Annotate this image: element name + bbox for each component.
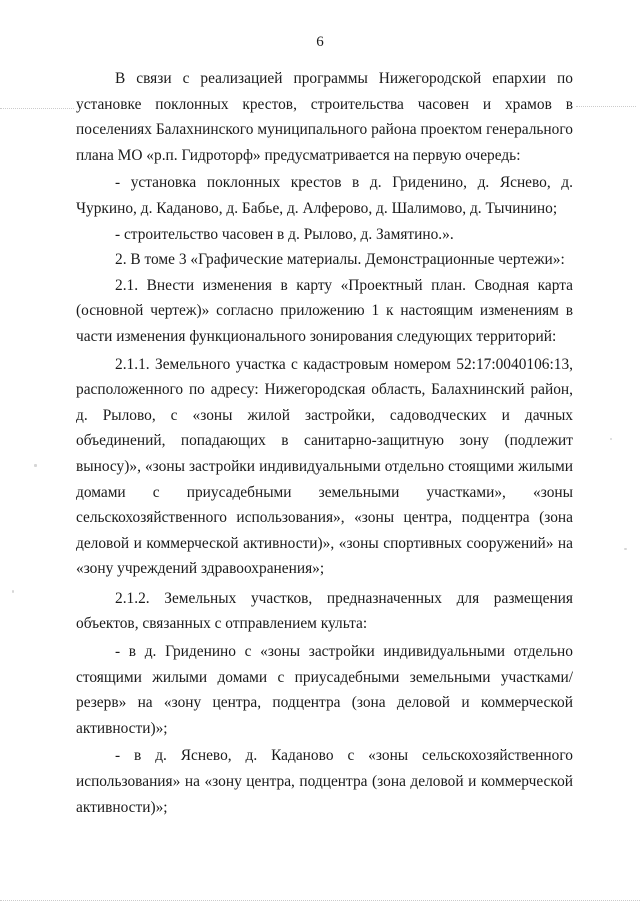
scan-artifact	[610, 438, 612, 440]
paragraph-section-2-1: 2.1. Внести изменения в карту «Проектный план. Сводная карта (основной чертеж)» согласно приложению 1 к настоящим изменениям в части изменения функционального зонирования следующих территорий:	[76, 276, 573, 345]
scan-artifact	[624, 548, 627, 550]
paragraph-intro: В связи с реализацией программы Нижегородской епархии по установке поклонных крестов, строительства часовен и храмов в поселениях Балахнинского муниципального района проектом генерального плана МО «р.п. Гидроторф» предусматривается на первую очередь:	[76, 70, 573, 164]
scan-artifact	[34, 464, 37, 467]
document-body	[76, 66, 573, 820]
scan-artifact	[12, 590, 14, 593]
scan-artifact	[0, 108, 74, 109]
paragraph-section-2-1-2: 2.1.2. Земельных участков, предназначенных для размещения объектов, связанных с отправлением культа:	[76, 589, 573, 633]
list-item-chapels: - строительство часовен в д. Рылово, д. Замятино.».	[115, 225, 454, 243]
list-item-crosses: - установка поклонных крестов в д. Гриденино, д. Яснево, д. Чуркино, д. Кадановo, д. Бабье, д. Алферово, д. Шалимово, д. Тычинино;	[76, 174, 573, 217]
paragraph-section-2: 2. В томе 3 «Графические материалы. Демонстрационные чертежи»:	[115, 251, 565, 269]
paragraph-section-2-1-1: 2.1.1. Земельного участка с кадастровым номером 52:17:0040106:13, расположенного по адресу: Нижегородская область, Балахнинский район, д. Рылово, с «зоны жилой застройки, садоводческих и дачных объединений, попадающих в санитарно-защитную зону (подлежит выносу)», «зоны застройки индивидуальными отдельно стоящими жилыми домами с приусадебными земельными участками», «зоны сельскохозяйственного использования», «зоны центра, подцентра (зона деловой и коммерческой активности)», «зоны спортивных сооружений» на «зону учреждений здравоохранения»;	[76, 355, 573, 578]
scan-artifact	[0, 900, 640, 901]
scan-artifact	[576, 106, 636, 107]
list-item-gridenino: - в д. Гриденино с «зоны застройки индивидуальными отдельно стоящими жилыми домами с приусадебными земельными участками/резерв» на «зону центра, подцентра (зона деловой и коммерческой активности)»;	[76, 643, 573, 737]
page-number: 6	[316, 34, 324, 50]
list-item-yasnevo: - в д. Яснево, д. Кадановo с «зоны сельскохозяйственного использования» на «зону центра, подцентра (зона деловой и коммерческой активности)»;	[76, 747, 573, 816]
